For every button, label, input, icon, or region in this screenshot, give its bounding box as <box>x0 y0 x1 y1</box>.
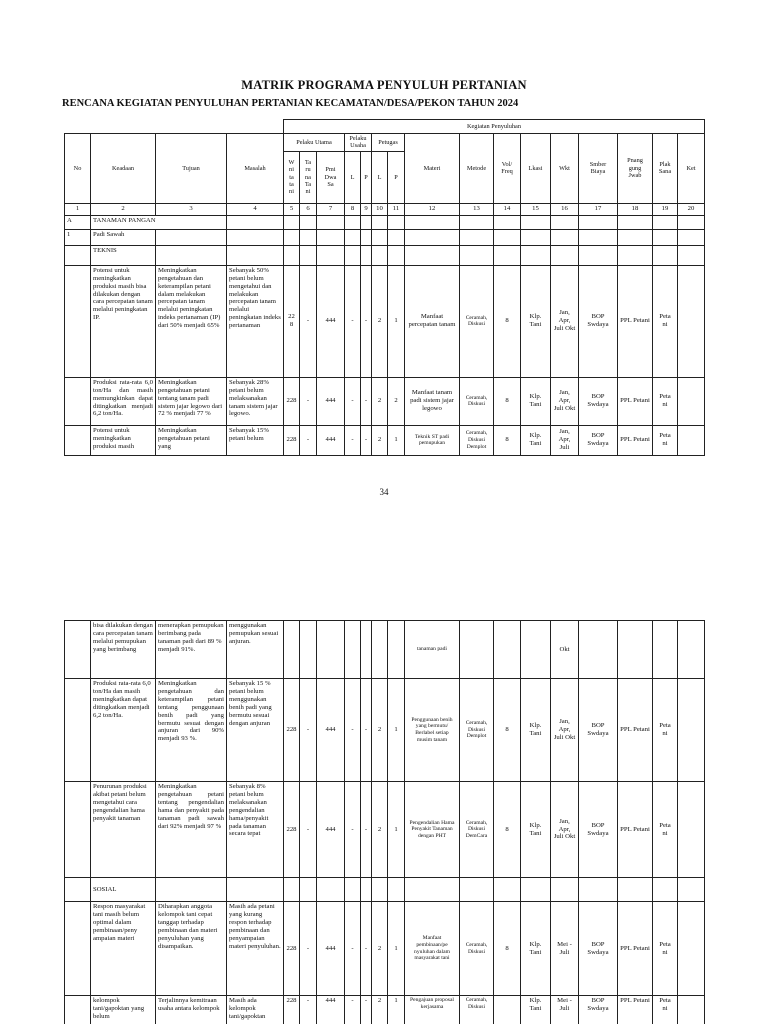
cell-taruna-tani: - <box>300 265 317 377</box>
cell-keadaan: bisa dilakukan dengan cara percepatan tanam melalui pemupukan yang berimbang <box>91 621 156 679</box>
col-number: 16 <box>551 203 579 215</box>
cell-tujuan: Meningkatkan pengetahuan petani yang <box>156 425 227 455</box>
col-number: 17 <box>579 203 618 215</box>
cell-tujuan: Diharapkan anggota kelompok tani cepat tanggap terhadap pembinaan dan materi penyuluhan yang disampaikan. <box>156 902 227 996</box>
cell-usaha-p: - <box>361 377 372 425</box>
header-spacer <box>65 120 284 134</box>
cell-pmi-dwasa: 444 <box>317 782 345 878</box>
cell-taruna-tani: - <box>300 782 317 878</box>
cell-sumber-biaya: BOP Swdaya <box>579 377 618 425</box>
cell-usaha-l: - <box>345 679 361 782</box>
cell-wanita-tani: 228 <box>284 425 300 455</box>
cell-pmi-dwasa: 444 <box>317 265 345 377</box>
cell-waktu: Mei - Juli <box>551 996 579 1024</box>
col-number: 9 <box>361 203 372 215</box>
col-number: 4 <box>227 203 284 215</box>
header-pmi-dwasa: Pmi Dwa Sa <box>317 151 345 203</box>
col-number: 1 <box>65 203 91 215</box>
cell-wanita-tani: 228 <box>284 679 300 782</box>
cell-petugas-p: 1 <box>388 265 405 377</box>
cell-petugas-l: 2 <box>372 679 388 782</box>
cell-metode: Ceramah, Diskusi <box>460 377 494 425</box>
cell-petugas-l: 2 <box>372 902 388 996</box>
header-no: No <box>65 134 91 204</box>
cell-masalah: Sebanyak 15% petani belum <box>227 425 284 455</box>
header-sumber-biaya: Smber Biaya <box>579 134 618 204</box>
cell-lokasi: Klp. Tani <box>521 782 551 878</box>
cell-petugas-p: 1 <box>388 782 405 878</box>
subsection-label: Padi Sawah <box>91 229 156 245</box>
cell-usaha-l: - <box>345 377 361 425</box>
cell-materi: Pengajuan proposal kerjasama <box>405 996 460 1024</box>
cell-vol: 8 <box>494 679 521 782</box>
subsection-row <box>65 229 705 245</box>
header-usaha-l: L <box>345 151 361 203</box>
cell-keadaan: Potensi untuk meningkatkan produksi masih <box>91 425 156 455</box>
cell-vol: 8 <box>494 782 521 878</box>
cell-penanggung-jawab: PPL Petani <box>618 902 653 996</box>
table-row <box>65 425 705 455</box>
cell-waktu: Jan, Apr, Juli Okt <box>551 782 579 878</box>
col-number: 13 <box>460 203 494 215</box>
cell-petugas-l: 2 <box>372 996 388 1024</box>
header-pelaku-usaha: Pelaku Usaha <box>345 134 372 152</box>
header-penanggung-jawab: Pnang gung Jwab <box>618 134 653 204</box>
cell-masalah: menggunakan pemupukan sesuai anjuran. <box>227 621 284 679</box>
cell-wanita-tani: 228 <box>284 377 300 425</box>
col-number: 11 <box>388 203 405 215</box>
cell-tujuan: Meningkatkan pengetahuan petani tentang pengendalian hama dan penyakit pada tanaman padi sawah dari 92% menjadi 97 % <box>156 782 227 878</box>
header-tujuan: Tujuan <box>156 134 227 204</box>
page-gap <box>0 520 768 612</box>
cell-usaha-l: - <box>345 902 361 996</box>
cell-metode: Ceramah, Diskusi DemCara <box>460 782 494 878</box>
cell-materi: Teknik ST padi pemupukan <box>405 425 460 455</box>
cell-pelaksana: Peta ni <box>653 265 678 377</box>
header-petugas-l: L <box>372 151 388 203</box>
header-pelaku-utama: Pelaku Utama <box>284 134 345 152</box>
cell-taruna-tani: - <box>300 679 317 782</box>
cell-penanggung-jawab: PPL Petani <box>618 996 653 1024</box>
cell-keadaan: Penurunan produksi akibat petani belum mengetahui cara pengendalian hama penyakit tanaman <box>91 782 156 878</box>
cell-usaha-l: - <box>345 265 361 377</box>
col-number: 7 <box>317 203 345 215</box>
cell-pmi-dwasa: 444 <box>317 425 345 455</box>
cell-taruna-tani: - <box>300 996 317 1024</box>
header-lokasi: Lkasi <box>521 134 551 204</box>
cell-petugas-p: 2 <box>388 377 405 425</box>
cell-petugas-p: 1 <box>388 996 405 1024</box>
col-number: 20 <box>678 203 705 215</box>
header-materi: Materi <box>405 134 460 204</box>
cell-waktu: Mei - Juli <box>551 902 579 996</box>
teknis-label: TEKNIS <box>91 245 156 265</box>
cell-usaha-l: - <box>345 782 361 878</box>
cell-pmi-dwasa: 444 <box>317 996 345 1024</box>
cell-keadaan: Respon masyarakat tani masih belum optimal dalam pembinaan/peny ampaian materi <box>91 902 156 996</box>
table-row <box>65 902 705 996</box>
cell-masalah: Sebanyak 8% petani belum melaksanakan pengendalian hama/penyakit pada tanaman secara tepat <box>227 782 284 878</box>
table-row <box>65 377 705 425</box>
cell-taruna-tani: - <box>300 902 317 996</box>
table-row-continued <box>65 621 705 679</box>
cell-waktu: Jan, Apr, Juli Okt <box>551 679 579 782</box>
cell-usaha-p: - <box>361 679 372 782</box>
cell-usaha-l: - <box>345 996 361 1024</box>
cell-metode: Ceramah, Diskusi <box>460 265 494 377</box>
cell-materi: Manfaat percepatan tanam <box>405 265 460 377</box>
cell-sumber-biaya: BOP Swdaya <box>579 782 618 878</box>
cell-usaha-p: - <box>361 425 372 455</box>
cell-usaha-p: - <box>361 996 372 1024</box>
section-label: TANAMAN PANGAN <box>91 215 227 229</box>
cell-pmi-dwasa: 444 <box>317 902 345 996</box>
cell-usaha-p: - <box>361 265 372 377</box>
document-page-2 <box>0 612 768 1024</box>
header-ket: Ket <box>678 134 705 204</box>
header-petugas: Petugas <box>372 134 405 152</box>
cell-petugas-l: 2 <box>372 377 388 425</box>
cell-tujuan: Meningkatkan pengetahuan dan keterampilan petani dalam melakukan percepatan tanam melalui peningkatan indeks pertanaman (IP) dari 50% menjadi 65% <box>156 265 227 377</box>
cell-usaha-l: - <box>345 425 361 455</box>
cell-waktu: Okt <box>551 621 579 679</box>
cell-masalah: Sebanyak 15 % petani belum menggunakan benih padi yang bermutu sesuai dengan anjuran <box>227 679 284 782</box>
cell-keadaan: kelompok tani/gapoktan yang belum <box>91 996 156 1024</box>
header-metode: Metode <box>460 134 494 204</box>
programa-table-page-1 <box>64 119 705 456</box>
col-number: 3 <box>156 203 227 215</box>
cell-petugas-l: 2 <box>372 265 388 377</box>
cell-lokasi: Klp. Tani <box>521 377 551 425</box>
cell-petugas-l: 2 <box>372 782 388 878</box>
cell-materi: Manfaat tanam padi sistem jajar legowo <box>405 377 460 425</box>
cell-sumber-biaya: BOP Swdaya <box>579 425 618 455</box>
cell-metode: Ceramah, Diskusi <box>460 902 494 996</box>
cell-usaha-p: - <box>361 902 372 996</box>
col-number: 10 <box>372 203 388 215</box>
cell-masalah: Sebanyak 50% petani belum mengetahui dan melakukan percepatan tanam melalui peningkatan indeks pertanaman <box>227 265 284 377</box>
cell-petugas-p: 1 <box>388 679 405 782</box>
col-number: 6 <box>300 203 317 215</box>
cell-wanita-tani: 228 <box>284 902 300 996</box>
cell-penanggung-jawab: PPL Petani <box>618 377 653 425</box>
col-number: 15 <box>521 203 551 215</box>
header-petugas-p: P <box>388 151 405 203</box>
col-number: 8 <box>345 203 361 215</box>
cell-sumber-biaya: BOP Swdaya <box>579 679 618 782</box>
col-number: 14 <box>494 203 521 215</box>
cell-masalah: Masih ada petani yang kurang respon terhadap pembinaan dan penyampaian materi penyuluhan. <box>227 902 284 996</box>
cell-petugas-p: 1 <box>388 902 405 996</box>
cell-pelaksana: Peta ni <box>653 425 678 455</box>
cell-materi: Penggunaan benih yang bermutu/ Berlabel setiap musim tanam <box>405 679 460 782</box>
column-number-row <box>65 203 705 215</box>
table-row <box>65 782 705 878</box>
cell-vol: 8 <box>494 265 521 377</box>
cell-pelaksana: Peta ni <box>653 782 678 878</box>
header-kegiatan: Kegiatan Penyuluhan <box>284 120 705 134</box>
cell-waktu: Jan, Apr, Juli Okt <box>551 265 579 377</box>
cell-lokasi: Klp. Tani <box>521 425 551 455</box>
cell-pelaksana: Peta ni <box>653 902 678 996</box>
cell-tujuan: menerapkan pemupukan berimbang pada tanaman padi dari 89 % menjadi 91%. <box>156 621 227 679</box>
table-row <box>65 265 705 377</box>
teknis-row <box>65 245 705 265</box>
document-title: MATRIK PROGRAMA PENYULUH PERTANIAN <box>241 78 527 92</box>
header-vol: Vol/ Freq <box>494 134 521 204</box>
cell-metode: Ceramah, Diskusi <box>460 996 494 1024</box>
cell-materi: Manfaat pembinaan/pe nyuluhan dalam masyarakat tani <box>405 902 460 996</box>
section-row <box>65 215 705 229</box>
header-waktu: Wkt <box>551 134 579 204</box>
col-number: 18 <box>618 203 653 215</box>
cell-penanggung-jawab: PPL Petani <box>618 782 653 878</box>
programa-table-page-2 <box>64 620 705 1024</box>
header-taruna-tani: Ta ru na Ta ni <box>300 151 317 203</box>
table-row <box>65 996 705 1024</box>
cell-lokasi: Klp. Tani <box>521 265 551 377</box>
cell-penanggung-jawab: PPL Petani <box>618 425 653 455</box>
document-subtitle: RENCANA KEGIATAN PENYULUHAN PERTANIAN KECAMATAN/DESA/PEKON TAHUN 2024 <box>62 98 519 109</box>
cell-sumber-biaya: BOP Swdaya <box>579 996 618 1024</box>
cell-wanita-tani: 228 <box>284 996 300 1024</box>
sosial-label: SOSIAL <box>91 878 156 902</box>
page-number: 34 <box>379 487 389 497</box>
cell-keadaan: Potensi untuk meningkatkan produksi masih bisa dilakukan dengan cara percepatan tanam melalui peningkatan IP. <box>91 265 156 377</box>
header-usaha-p: P <box>361 151 372 203</box>
cell-pmi-dwasa: 444 <box>317 679 345 782</box>
cell-materi: Pengendalian Hama Penyakit Tanaman dengan PHT <box>405 782 460 878</box>
col-number: 12 <box>405 203 460 215</box>
cell-pmi-dwasa: 444 <box>317 377 345 425</box>
col-number: 5 <box>284 203 300 215</box>
cell-wanita-tani: 22 8 <box>284 265 300 377</box>
cell-vol <box>494 996 521 1024</box>
header-pelaksana: Plak Sana <box>653 134 678 204</box>
cell-keadaan: Produksi rata-rata 6,0 ton/Ha dan masih meningkatkan dapat ditingkatkan menjadi 6,2 ton/Ha. <box>91 679 156 782</box>
cell-masalah: Sebanyak 28% petani belum melaksanakan tanam sistem jajar legowo. <box>227 377 284 425</box>
header-keadaan: Keadaan <box>91 134 156 204</box>
cell-wanita-tani: 228 <box>284 782 300 878</box>
cell-tujuan: Terjalinnya kemitraan usaha antara kelompok <box>156 996 227 1024</box>
cell-keadaan: Produksi rata-rata 6,0 ton/Ha dan masih memungkinkan dapat ditingkatkan menjadi 6,2 ton/Ha. <box>91 377 156 425</box>
header-masalah: Masalah <box>227 134 284 204</box>
cell-vol: 8 <box>494 902 521 996</box>
cell-tujuan: Meningkatkan pengetahuan dan keterampilan petani tentang penggunaan benih padi yang bermutu sesuai dengan anjuran dari 90% menjadi 93 %. <box>156 679 227 782</box>
cell-lokasi: Klp. Tani <box>521 996 551 1024</box>
cell-metode: Ceramah, Diskusi Demplot <box>460 679 494 782</box>
cell-masalah: Masih ada kelompok tani/gapoktan <box>227 996 284 1024</box>
col-number: 2 <box>91 203 156 215</box>
cell-pelaksana: Peta ni <box>653 996 678 1024</box>
cell-lokasi: Klp. Tani <box>521 902 551 996</box>
cell-vol: 8 <box>494 425 521 455</box>
cell-vol: 8 <box>494 377 521 425</box>
cell-taruna-tani: - <box>300 377 317 425</box>
cell-materi: tanaman padi <box>405 621 460 679</box>
cell-usaha-p: - <box>361 782 372 878</box>
cell-sumber-biaya: BOP Swdaya <box>579 265 618 377</box>
cell-penanggung-jawab: PPL Petani <box>618 679 653 782</box>
cell-lokasi: Klp. Tani <box>521 679 551 782</box>
col-number: 19 <box>653 203 678 215</box>
cell-pelaksana: Peta ni <box>653 679 678 782</box>
cell-taruna-tani: - <box>300 425 317 455</box>
cell-metode: Ceramah, Diskusi Demplot <box>460 425 494 455</box>
cell-penanggung-jawab: PPL Petani <box>618 265 653 377</box>
subsection-number: 1 <box>65 229 91 245</box>
cell-waktu: Jan, Apr, Juli <box>551 425 579 455</box>
table-row <box>65 679 705 782</box>
cell-petugas-l: 2 <box>372 425 388 455</box>
header-wanita-tani: W ni ta ta ni <box>284 151 300 203</box>
sosial-row <box>65 878 705 902</box>
section-number: A <box>65 215 91 229</box>
cell-sumber-biaya: BOP Swdaya <box>579 902 618 996</box>
cell-petugas-p: 1 <box>388 425 405 455</box>
cell-waktu: Jan, Apr, Juli Okt <box>551 377 579 425</box>
cell-tujuan: Meningkatkan pengetahuan petani tentang tanam padi sistem jajar legowo dari 72 % menjadi 77 % <box>156 377 227 425</box>
cell-pelaksana: Peta ni <box>653 377 678 425</box>
